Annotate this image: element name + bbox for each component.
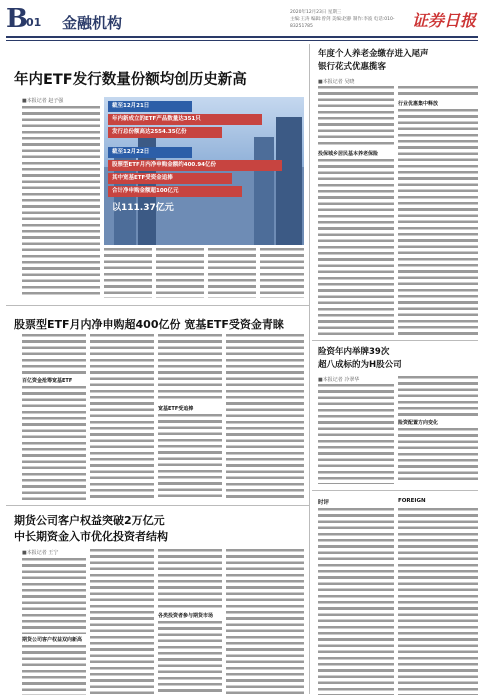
issue-date: 2020年12月23日 星期三 [290, 10, 342, 15]
bottom-body-col3a [158, 549, 222, 609]
bottom-headline-line1: 期货公司客户权益突破2万亿元 [14, 514, 165, 527]
right-top-col2a [398, 86, 478, 98]
etf-infographic [104, 97, 304, 245]
section-divider [6, 505, 309, 506]
right-top-headline-line1: 年度个人养老金缴存进入尾声 [318, 49, 429, 59]
main-body-col4 [208, 248, 256, 298]
main-headline: 年内ETF发行数量份额均创历史新高 [14, 72, 247, 88]
bottom-heading-2: 各类投资者参与期货市场 [158, 613, 214, 619]
main-body-col2 [104, 248, 152, 298]
figure-big-value: 以111.37亿元 [112, 203, 174, 213]
right-top-byline: ■本报记者 吴晓 [318, 79, 355, 85]
figure-label-date1: 截至12月21日 [108, 101, 192, 112]
bottom-body-col1b [22, 645, 86, 695]
figure-line5: 合计净申购金额超100亿元 [108, 186, 242, 197]
sub-body-col2 [90, 334, 154, 500]
bottom-headline-line2: 中长期资金入市优化投资者结构 [14, 530, 168, 543]
column-divider [309, 44, 310, 694]
figure-line4: 其中宽基ETF受资金追捧 [108, 173, 232, 184]
right-top-col1b [318, 159, 394, 335]
right-top-heading-2: 投保城乡居民基本养老保险 [318, 151, 379, 157]
right-mid-headline-line1: 险资年内举牌39次 [318, 347, 390, 357]
main-body-col3 [156, 248, 204, 298]
masthead-rule [6, 36, 478, 38]
right-mid-byline: ■本报记者 冷翠华 [318, 377, 360, 383]
right-bottom-col2 [398, 508, 478, 695]
building-shape [276, 117, 302, 245]
right-top-col2b [398, 109, 478, 335]
masthead-rule-thin [6, 40, 478, 41]
sub-heading-1: 百亿资金抢筹宽基ETF [22, 378, 73, 384]
bottom-heading-1: 期货公司客户权益双向新高 [22, 637, 83, 643]
section-name: 金融机构 [62, 14, 123, 32]
right-top-col1a [318, 86, 394, 146]
bottom-byline: ■本报记者 王宁 [22, 550, 59, 556]
figure-line3: 股票型ETF月内净申购金额约400.94亿份 [108, 160, 282, 171]
right-bottom-right-title: FOREIGN [398, 498, 426, 504]
sub-body-col4 [226, 334, 304, 500]
figure-line2: 发行总份额高达2554.35亿份 [108, 127, 222, 138]
bottom-body-col4 [226, 549, 304, 695]
main-body-col1 [22, 106, 100, 298]
right-mid-heading-1: 险资配置方向变化 [398, 420, 439, 426]
issue-editors: 主编:王涛 编辑:曾剑 美编:赵静 制作:李波 电话:010-83251785 [290, 17, 395, 29]
main-byline: ■本报记者 赵子强 [22, 98, 64, 104]
section-letter: B [6, 4, 28, 34]
sub-body-col1a [22, 334, 86, 374]
sub-body-col3a [158, 334, 222, 402]
page-number: 01 [26, 16, 42, 29]
figure-line1: 年内新成立的ETF产品数量达351只 [108, 114, 262, 125]
issue-meta [290, 9, 410, 30]
right-mid-col2b [398, 428, 478, 484]
section-divider [312, 490, 478, 491]
sub-headline: 股票型ETF月内净申购超400亿份 宽基ETF受资金青睐 [14, 318, 284, 331]
sub-heading-2: 宽基ETF受追捧 [158, 406, 194, 412]
sub-body-col1b [22, 386, 86, 500]
bottom-body-col1a [22, 558, 86, 634]
right-mid-headline [318, 346, 478, 372]
section-divider [312, 340, 478, 341]
right-bottom-col1 [318, 508, 394, 695]
newspaper-logo: 证券日报 [412, 11, 477, 30]
sub-body-col3b [158, 414, 222, 500]
bottom-body-col2 [90, 549, 154, 695]
right-bottom-left-title: 时评 [318, 500, 330, 506]
figure-label-date2: 截至12月22日 [108, 147, 192, 158]
right-mid-col2a [398, 376, 478, 416]
bottom-headline [14, 513, 304, 545]
section-divider [6, 305, 309, 306]
right-mid-headline-line2: 超八成标的为H股公司 [318, 360, 402, 370]
building-shape [254, 137, 274, 245]
right-top-headline [318, 48, 478, 74]
right-top-heading-1: 行业优惠集中释放 [398, 101, 439, 107]
bottom-body-col3b [158, 621, 222, 695]
main-body-col5 [260, 248, 304, 298]
right-mid-col1 [318, 384, 394, 484]
right-top-headline-line2: 银行花式优惠揽客 [318, 62, 387, 72]
